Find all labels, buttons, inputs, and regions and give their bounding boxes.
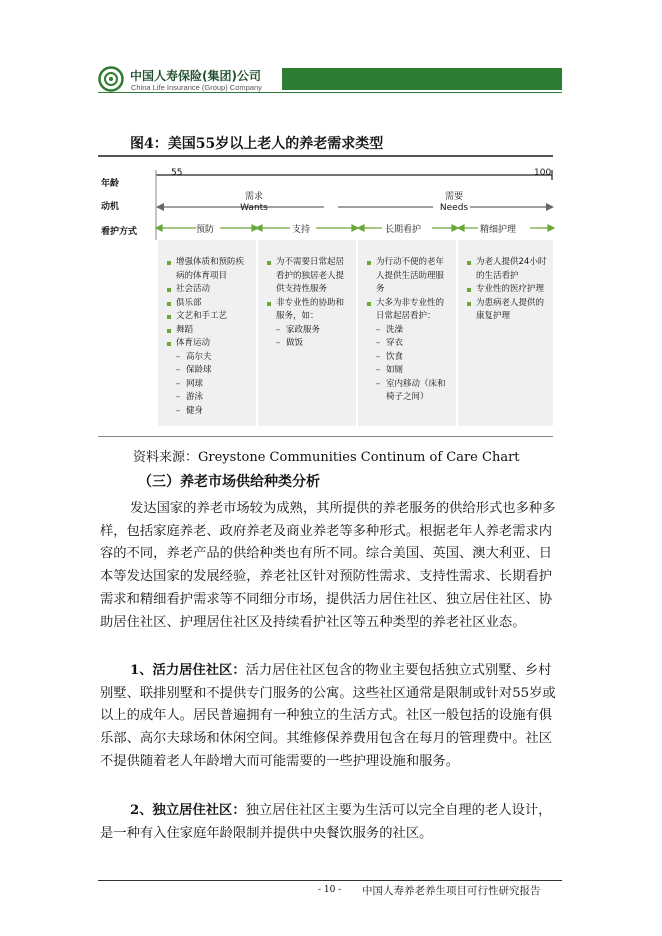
phase-label-support: 支持 (292, 225, 311, 235)
care-bullet-item: 俱乐部 (166, 297, 250, 311)
age-start-label: 55 (171, 168, 183, 178)
care-sub-item: – 保龄球 (166, 364, 250, 378)
care-sub-item: – 网球 (166, 378, 250, 392)
phase-prevent-head-l (156, 225, 162, 231)
company-logo-icon (98, 66, 124, 92)
section-heading: （三）养老市场供给种类分析 (138, 474, 320, 490)
care-bullet-item: 非专业性的协助和服务，如： (266, 297, 350, 324)
header-rule (98, 92, 562, 93)
phase-ltc-head-l (358, 225, 364, 231)
phase-fine-head-r (548, 225, 554, 231)
care-sub-item: – 高尔夫 (166, 351, 250, 365)
age-end-label: 100 (534, 168, 552, 178)
care-bullet-item: 为老人提供24小时的生活看护 (466, 256, 547, 283)
needs-label (436, 192, 472, 214)
care-sub-item: – 穿衣 (366, 337, 450, 351)
footer-title: 中国人寿养老养生项目可行性研究报告 (362, 885, 541, 897)
needs-arrow-head (546, 203, 554, 211)
figure-top-rule (98, 155, 553, 157)
care-column-support (258, 240, 356, 426)
page-number: - 10 - (318, 885, 342, 895)
phase-label-long-term-care: 长期看护 (385, 225, 422, 235)
paragraph-1-text: 发达国家的养老市场较为成熟，其所提供的养老服务的供给形式也多种多样，包括家庭养老、政府养老及商业养老等多种形式。根据老年人养老需求内容的不同，养老产品的供给种类也有所不同。综合美国、英国、澳大利亚、日本等发达国家的发展经验，养老社区针对预防性需求、支持性需求、长期看护需求和精细看护需求等不同细分市场，提供活力居住社区、独立居住社区、协助居住社区、护理居住社区及持续看护社区等五种类型的养老社区业态。 (100, 501, 556, 630)
wants-label-cn: 需求 (244, 192, 263, 202)
wants-arrow-head (156, 203, 164, 211)
company-name-en: China Life Insurance (Group) Company (131, 83, 262, 92)
care-bullet-item: 专业性的医疗护理 (466, 283, 547, 297)
care-sub-item: – 健身 (166, 405, 250, 419)
care-sub-item: – 游泳 (166, 391, 250, 405)
care-sub-item: – 家政服务 (266, 324, 350, 338)
row-label-age: 年龄 (101, 179, 120, 189)
figure-title: 图4：美国55岁以上老人的养老需求类型 (130, 136, 384, 152)
paragraph-2-heading: 1、活力居住社区： (130, 663, 246, 678)
care-sub-item: – 洗澡 (366, 324, 450, 338)
phase-support-head-l (256, 225, 262, 231)
care-sub-item: – 如厕 (366, 364, 450, 378)
care-bullet-item: 增强体质和预防疾病的体育项目 (166, 256, 250, 283)
care-bullet-item: 社会活动 (166, 283, 250, 297)
care-column-prevent (158, 240, 256, 426)
care-bullet-item: 为不需要日常起居看护的独居老人提供支持性服务 (266, 256, 350, 297)
figure-source: 资料来源：Greystone Communities Continum of Care Chart (133, 450, 520, 465)
phase-fine-head-l (458, 225, 464, 231)
phase-label-prevent: 预防 (196, 225, 215, 235)
care-column-long-term-care (358, 240, 456, 426)
care-sub-item: – 室内移动（床和椅子之间） (366, 378, 450, 405)
paragraph-2 (100, 660, 560, 774)
care-list (266, 256, 350, 351)
care-bullet-item: 为患病老人提供的康复护理 (466, 297, 547, 324)
paragraph-1 (100, 498, 560, 634)
care-sub-item: – 做饭 (266, 337, 350, 351)
needs-label-cn: 需要 (444, 192, 463, 202)
care-list (466, 256, 547, 324)
care-bullet-item: 大多为非专业性的日常起居看护： (366, 297, 450, 324)
paragraph-3-text: 独立居住社区主要为生活可以完全自理的老人设计，是一种有入住家庭年龄限制并提供中央餐饮服务的社区。 (100, 803, 552, 841)
care-bullet-item: 体育运动 (166, 337, 250, 351)
paragraph-2-text: 活力居住社区包含的物业主要包括独立式别墅、乡村别墅、联排别墅和不提供专门服务的公寓。这些社区通常是限制或针对55岁或以上的成年人。居民普遍拥有一种独立的生活方式。社区一般包括的设施有俱乐部、高尔夫球场和休闲空间。其维修保养费用包含在每月的管理费中。社区不提供随着老人年龄增大而可能需要的一些护理设施和服务。 (100, 663, 556, 769)
care-bullet-item: 文艺和手工艺 (166, 310, 250, 324)
header-band (282, 68, 562, 90)
footer-rule (98, 880, 562, 881)
care-sub-item: – 饮食 (366, 351, 450, 365)
phase-label-fine-care: 精细护理 (480, 225, 517, 235)
paragraph-3 (100, 800, 560, 845)
wants-label-en: Wants (240, 203, 268, 213)
company-name-cn: 中国人寿保险(集团)公司 (130, 69, 261, 83)
care-list (366, 256, 450, 405)
care-bullet-item: 舞蹈 (166, 324, 250, 338)
row-label-care: 看护方式 (101, 227, 138, 237)
care-column-fine-care (458, 240, 553, 426)
wants-label (236, 192, 272, 214)
row-label-motive: 动机 (101, 202, 120, 212)
paragraph-3-heading: 2、独立居住社区： (130, 803, 246, 818)
figure-bottom-rule (98, 436, 553, 437)
care-list (166, 256, 250, 418)
care-bullet-item: 为行动不便的老年人提供生活助理服务 (366, 256, 450, 297)
needs-label-en: Needs (439, 203, 469, 213)
